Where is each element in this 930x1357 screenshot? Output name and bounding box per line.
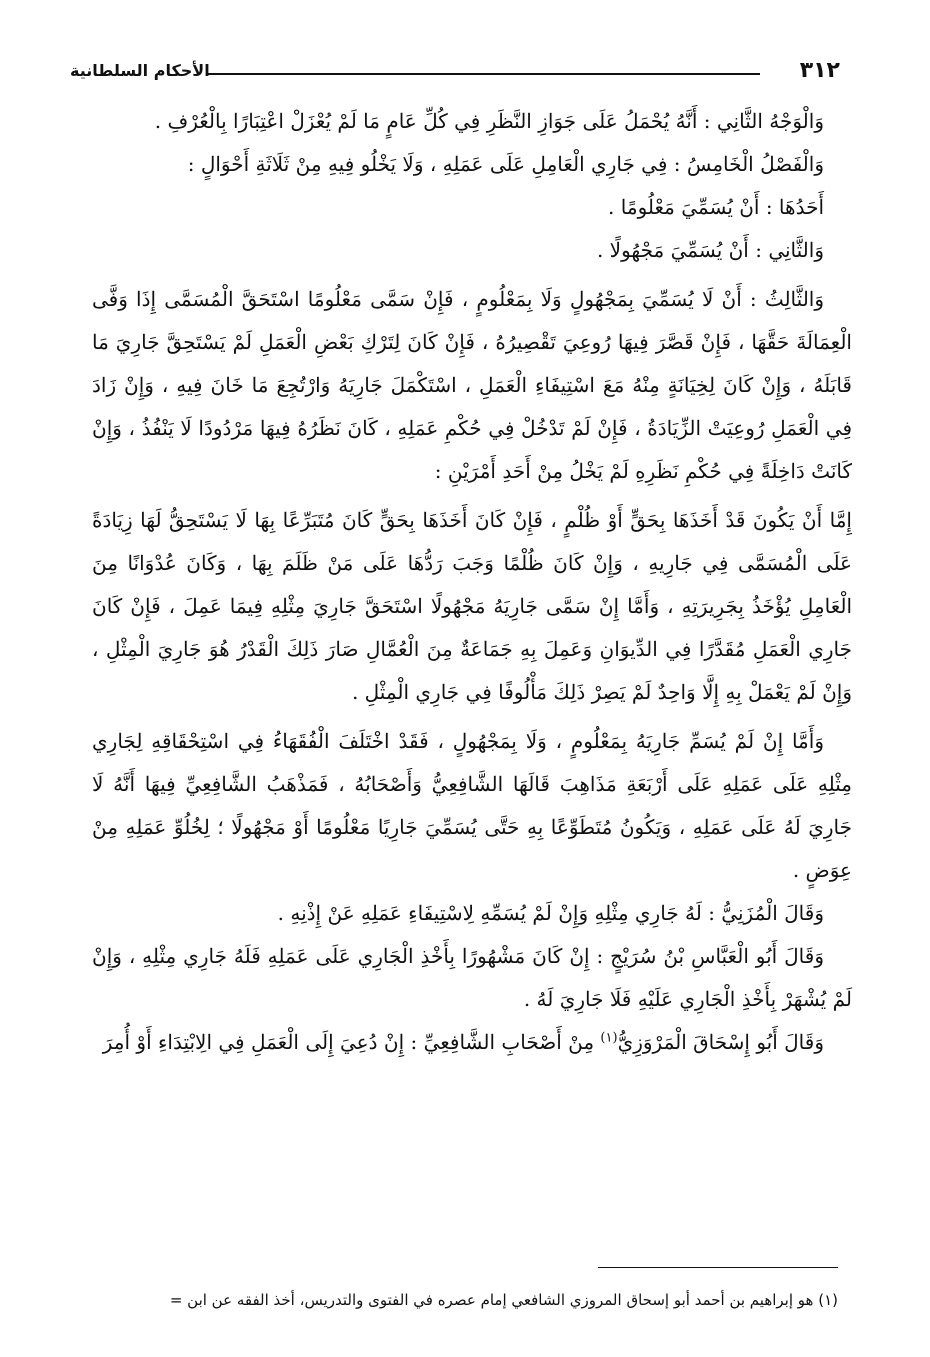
- header-rule: [208, 73, 760, 75]
- paragraph-first-case: أَحَدُهَا : أَنْ يُسَمِّيَ مَعْلُومًا .: [608, 195, 824, 219]
- paragraph-muzani-opinion: وَقَالَ الْمُزَنِيُّ : لَهُ جَارِي مِثْلِهِ وَإِنْ لَمْ يُسَمِّهِ لِاسْتِيفَاءِ عَمَلِهِ عَنْ إِذْنِهِ .: [277, 901, 824, 925]
- paragraph-ibn-surayj-opinion: وَقَالَ أَبُو الْعَبَّاسِ بْنُ سُرَيْجٍ : إِنْ كَانَ مَشْهُورًا بِأَخْذِ الْجَارِي عَلَى عَمَلِهِ فَلَهُ جَارِي مِثْلِهِ ، وَإِنْ لَمْ يُشْهَرْ بِأَخْذِ الْجَارِي عَلَيْهِ فَلَا جَارِيَ لَهُ .: [92, 944, 852, 1011]
- paragraph-marwazi-opinion: [92, 1021, 852, 1064]
- paragraph-fifth-section: وَالْفَصْلُ الْخَامِسُ : فِي جَارِي الْعَامِلِ عَلَى عَمَلِهِ ، وَلَا يَخْلُو فِيهِ مِنْ ثَلَاثَةِ أَحْوَالٍ :: [187, 152, 824, 176]
- paragraph-second-case: وَالثَّانِي : أَنْ يُسَمِّيَ مَجْهُولًا .: [596, 238, 824, 262]
- paragraph-rightful-or-unjust: إِمَّا أَنْ يَكُونَ قَدْ أَخَذَهَا بِحَقٍّ أَوْ ظُلْمٍ ، فَإِنْ كَانَ أَخَذَهَا بِحَقٍّ كَانَ مُتَبَرِّعًا بِهَا لَا يَسْتَحِقُّ لَهَا زِيَادَةً عَلَى الْمُسَمَّى فِي جَارِيهِ ، وَإِنْ كَانَ ظُلْمًا وَجَبَ رَدُّهَا عَلَى مَنْ ظَلَمَ بِهَا ، وَكَانَ عُدْوَانًا مِنَ الْعَامِلِ يُؤْخَذُ بِجَرِيرَتِهِ ، وَأَمَّا إِنْ سَمَّى جَارِيَهُ مَجْهُولًا اسْتَحَقَّ جَارِيَ مِثْلِهِ فِيمَا عَمِلَ ، فَإِنْ كَانَ جَارِي الْعَمَلِ مُقَدَّرًا فِي الدِّيوَانِ وَعَمِلَ بِهِ جَمَاعَةٌ مِنَ الْعُمَّالِ صَارَ ذَلِكَ الْقَدْرُ هُوَ جَارِيَ الْمِثْلِ ، وَإِنْ لَمْ يَعْمَلْ بِهِ إِلَّا وَاحِدٌ لَمْ يَصِرْ ذَلِكَ مَأْلُوفًا فِي جَارِي الْمِثْلِ .: [92, 508, 852, 704]
- footnote-rule: [598, 1267, 838, 1268]
- page-number: ٣١٢: [799, 58, 840, 83]
- footnote-marker[interactable]: (١): [600, 1030, 618, 1046]
- footnote: (١) هو إبراهيم بن أحمد أبو إسحاق المروزي الشافعي إمام عصره في الفتوى والتدريس، أخذ الفقه عن ابن =: [169, 1291, 838, 1309]
- main-text: [92, 100, 852, 1064]
- marwazi-continuation: مِنْ أَصْحَابِ الشَّافِعِيِّ : إِنْ دُعِيَ إِلَى الْعَمَلِ فِي الِابْتِدَاءِ أَوْ أُمِرَ: [102, 1030, 601, 1054]
- paragraph-third-case: وَالثَّالِثُ : أَنْ لَا يُسَمِّيَ بِمَجْهُولٍ وَلَا بِمَعْلُومٍ ، فَإِنْ سَمَّى مَعْلُومًا اسْتَحَقَّ الْمُسَمَّى إِذَا وَفَّى الْعِمَالَةَ حَقَّهَا ، فَإِنْ قَصَّرَ فِيهَا رُوعِيَ تَقْصِيرُهُ ، فَإِنْ كَانَ لِتَرْكِ بَعْضِ الْعَمَلِ لَمْ يَسْتَحِقَّ جَارِيَ مَا قَابَلَهُ ، وَإِنْ كَانَ لِخِيَانَةٍ مِنْهُ مَعَ اسْتِيفَاءِ الْعَمَلِ ، اسْتَكْمَلَ جَارِيَهُ وَارْتُجِعَ مَا خَانَ فِيهِ ، وَإِنْ زَادَ فِي الْعَمَلِ رُوعِيَتْ الزِّيَادَةُ ، فَإِنْ لَمْ تَدْخُلْ فِي حُكْمِ عَمَلِهِ ، كَانَ نَظَرُهُ فِيهَا مَرْدُودًا لَا يَنْفُذُ ، وَإِنْ كَانَتْ دَاخِلَةً فِي حُكْمِ نَظَرِهِ لَمْ يَخْلُ مِنْ أَحَدِ أَمْرَيْنِ :: [92, 287, 853, 483]
- paragraph-second-aspect: وَالْوَجْهُ الثَّانِي : أَنَّهُ يُحْمَلُ عَلَى جَوَازِ النَّظَرِ فِي كُلِّ عَامٍ مَا لَمْ يُعْزَلْ اعْتِبَارًا بِالْعُرْفِ .: [154, 109, 824, 133]
- paragraph-no-stipend-named: وَأَمَّا إِنْ لَمْ يُسَمِّ جَارِيَهُ بِمَعْلُومٍ ، وَلَا بِمَجْهُولٍ ، فَقَدْ اخْتَلَفَ الْفُقَهَاءُ فِي اسْتِحْقَاقِهِ لِجَارِي مِثْلِهِ عَلَى عَمَلِهِ عَلَى أَرْبَعَةِ مَذَاهِبَ قَالَهَا الشَّافِعِيُّ وَأَصْحَابُهُ ، فَمَذْهَبُ الشَّافِعِيِّ فِيهَا أَنَّهُ لَا جَارِيَ لَهُ عَلَى عَمَلِهِ ، وَيَكُونُ مُتَطَوِّعًا بِهِ حَتَّى يُسَمِّيَ جَارِيًا مَعْلُومًا أَوْ مَجْهُولًا ؛ لِخُلُوِّ عَمَلِهِ مِنْ عِوَضٍ .: [92, 729, 852, 882]
- page-header: [70, 56, 840, 92]
- marwazi-opening: وَقَالَ أَبُو إِسْحَاقَ الْمَرْوَزِيُّ: [617, 1030, 824, 1054]
- running-title: الأحكام السلطانية: [70, 61, 210, 80]
